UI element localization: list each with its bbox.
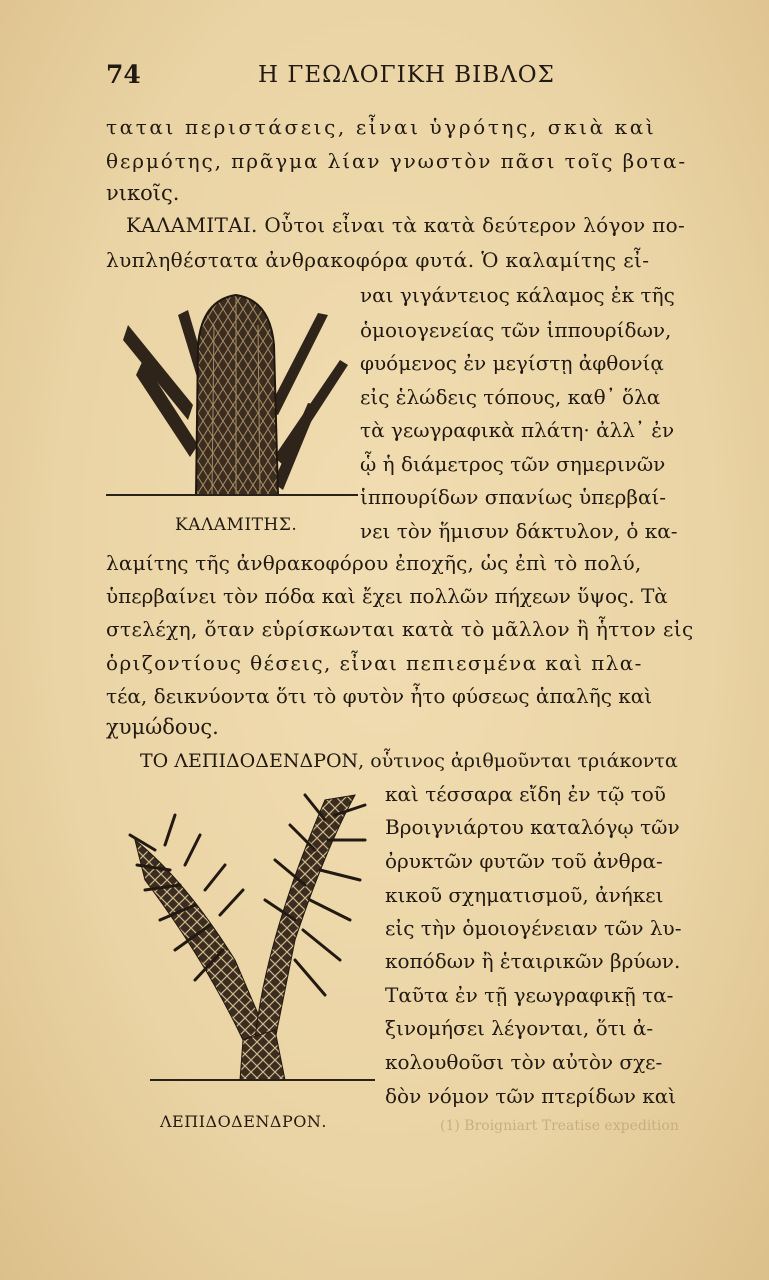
text-line: κικοῦ σχηματισμοῦ, ἀνήκει bbox=[385, 883, 664, 907]
figure-baseline bbox=[150, 1079, 375, 1081]
text-line: Βροιγνιάρτου καταλόγῳ τῶν bbox=[385, 815, 680, 839]
text-line: λαμίτης τῆς ἀνθρακοφόρου ἐποχῆς, ὡς ἐπὶ τὸ πολύ, bbox=[106, 551, 642, 575]
text-line: εἰς ἑλώδεις τόπους, καθ᾽ ὅλα bbox=[360, 385, 661, 409]
page-number: 74 bbox=[106, 60, 141, 89]
text-line: ὁριζοντίους θέσεις, εἶναι πεπιεσμένα καὶ πλα- bbox=[106, 651, 643, 675]
text-line: νει τὸν ἥμισυν δάκτυλον, ὁ κα- bbox=[360, 519, 678, 543]
running-title: Η ΓΕΩΛΟΓΙΚΗ ΒΙΒΛΟΣ bbox=[258, 62, 555, 88]
text-line: ὁμοιογενείας τῶν ἱππουρίδων, bbox=[360, 318, 672, 342]
text-line: στελέχη, ὅταν εὑρίσκωνται κατὰ τὸ μᾶλλον ἢ ἧττον εἰς bbox=[106, 617, 694, 641]
text-line: ΚΑΛΑΜΙΤΑΙ. Οὗτοι εἶναι τὰ κατὰ δεύτερον λόγον πο- bbox=[126, 213, 686, 237]
figure-caption: ΚΑΛΑΜΙΤΗΣ. bbox=[175, 515, 298, 535]
lepidodendron-illustration bbox=[125, 790, 375, 1080]
text-line: τὰ γεωγραφικὰ πλάτη· ἀλλ᾽ ἐν bbox=[360, 418, 675, 442]
text-line: ᾧ ἡ διάμετρος τῶν σημερινῶν bbox=[360, 452, 666, 476]
text-line: ξινομήσει λέγονται, ὅτι ἀ- bbox=[385, 1016, 654, 1040]
text-line: Ταῦτα ἐν τῇ γεωγραφικῇ τα- bbox=[385, 983, 674, 1007]
text-line: νικοῖς. bbox=[106, 181, 180, 205]
figure-caption: ΛΕΠΙΔΟΔΕΝΔΡΟΝ. bbox=[160, 1112, 327, 1131]
text-line: φυόμενος ἐν μεγίστῃ ἀφθονίᾳ bbox=[360, 351, 664, 375]
text-line: κοπόδων ἢ ἑταιρικῶν βρύων. bbox=[385, 949, 681, 973]
text-line: ναι γιγάντειος κάλαμος ἐκ τῆς bbox=[360, 283, 675, 307]
text-line: τέα, δεικνύοντα ὅτι τὸ φυτὸν ἦτο φύσεως ἁπαλῆς καὶ bbox=[106, 684, 653, 708]
text-line: χυμώδους. bbox=[106, 715, 219, 739]
calamites-illustration bbox=[118, 285, 358, 497]
text-line: κολουθοῦσι τὸν αὐτὸν σχε- bbox=[385, 1050, 663, 1074]
text-line: ἱππουρίδων σπανίως ὑπερβαί- bbox=[360, 485, 667, 509]
text-line: εἰς τὴν ὁμοιογένειαν τῶν λυ- bbox=[385, 916, 682, 940]
text-line: λυπληθέστατα ἀνθρακοφόρα φυτά. Ὁ καλαμίτης εἶ- bbox=[106, 248, 650, 272]
bleed-through-text: (1) Βroigniart Treatise expedition bbox=[440, 1118, 679, 1134]
text-line: καὶ τέσσαρα εἴδη ἐν τῷ τοῦ bbox=[385, 782, 666, 806]
text-line: ΤΟ ΛΕΠΙΔΟΔΕΝΔΡΟΝ, οὗτινος ἀριθμοῦνται τριάκοντα bbox=[140, 750, 678, 772]
text-line: ὑπερβαίνει τὸν πόδα καὶ ἔχει πολλῶν πήχεων ὕψος. Τὰ bbox=[106, 584, 668, 608]
text-line: δὸν νόμον τῶν πτερίδων καὶ bbox=[385, 1084, 677, 1108]
text-line: ταται περιστάσεις, εἶναι ὑγρότης, σκιὰ καὶ bbox=[106, 115, 657, 139]
text-line: ὀρυκτῶν φυτῶν τοῦ ἀνθρα- bbox=[385, 849, 663, 873]
figure-baseline bbox=[106, 494, 358, 496]
text-line: θερμότης, πρᾶγμα λίαν γνωστὸν πᾶσι τοῖς βοτα- bbox=[106, 149, 688, 173]
